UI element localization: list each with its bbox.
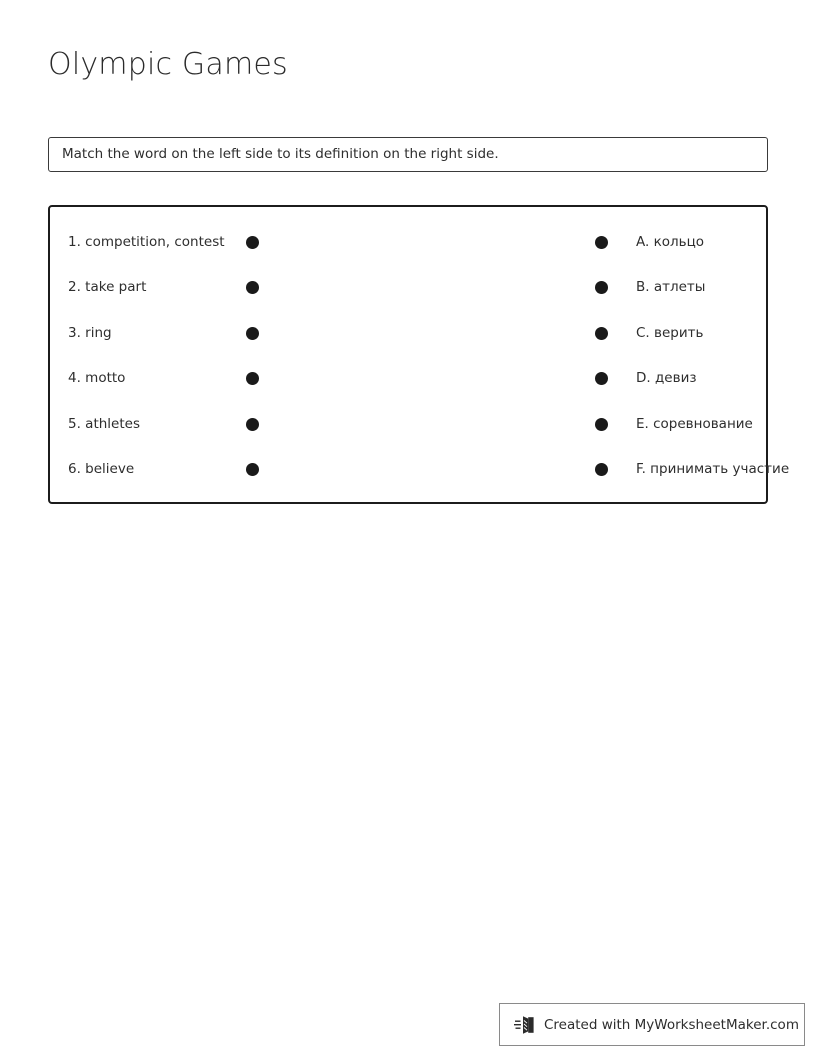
page-title: Olympic Games: [48, 47, 288, 82]
list-item[interactable]: [595, 459, 790, 479]
match-dot-left[interactable]: [246, 281, 259, 294]
match-dot-left[interactable]: [246, 372, 259, 385]
right-item-label: E. соревнование: [636, 416, 753, 432]
list-item[interactable]: [595, 368, 766, 388]
left-item-label: 1. competition, contest: [68, 234, 225, 250]
list-item[interactable]: [68, 232, 410, 252]
matching-columns: [50, 207, 790, 502]
left-item-label: 5. athletes: [68, 416, 140, 432]
list-item[interactable]: [595, 414, 766, 434]
list-item[interactable]: [68, 368, 410, 388]
left-item-label: 4. motto: [68, 370, 126, 386]
match-dot-right[interactable]: [595, 281, 608, 294]
match-dot-right[interactable]: [595, 418, 608, 431]
match-dot-right[interactable]: [595, 463, 608, 476]
left-item-label: 2. take part: [68, 279, 147, 295]
right-item-label: C. верить: [636, 325, 704, 341]
left-item-label: 6. believe: [68, 461, 135, 477]
myworksheetmaker-logo-icon: [514, 1013, 536, 1037]
list-item[interactable]: [68, 459, 410, 479]
created-with-badge[interactable]: [499, 1003, 805, 1046]
match-dot-right[interactable]: [595, 236, 608, 249]
match-dot-left[interactable]: [246, 463, 259, 476]
list-item[interactable]: [68, 323, 410, 343]
match-dot-left[interactable]: [246, 418, 259, 431]
right-item-label: D. девиз: [636, 370, 697, 386]
left-item-label: 3. ring: [68, 325, 112, 341]
match-dot-left[interactable]: [246, 236, 259, 249]
instruction-text: Match the word on the left side to its definition on the right side.: [62, 145, 499, 162]
right-item-label: F. принимать участие: [636, 461, 790, 477]
created-with-text: Created with MyWorksheetMaker.com: [544, 1016, 799, 1033]
match-dot-right[interactable]: [595, 327, 608, 340]
instruction-box: [48, 137, 768, 172]
matching-left-column: [50, 207, 410, 502]
matching-right-column: [410, 207, 790, 502]
list-item[interactable]: [68, 414, 410, 434]
list-item[interactable]: [595, 232, 766, 252]
list-item[interactable]: [595, 323, 766, 343]
matching-exercise-panel: [48, 205, 790, 504]
list-item[interactable]: [595, 277, 766, 297]
right-item-label: B. атлеты: [636, 279, 706, 295]
match-dot-left[interactable]: [246, 327, 259, 340]
match-dot-right[interactable]: [595, 372, 608, 385]
list-item[interactable]: [68, 277, 410, 297]
right-item-label: A. кольцо: [636, 234, 705, 250]
